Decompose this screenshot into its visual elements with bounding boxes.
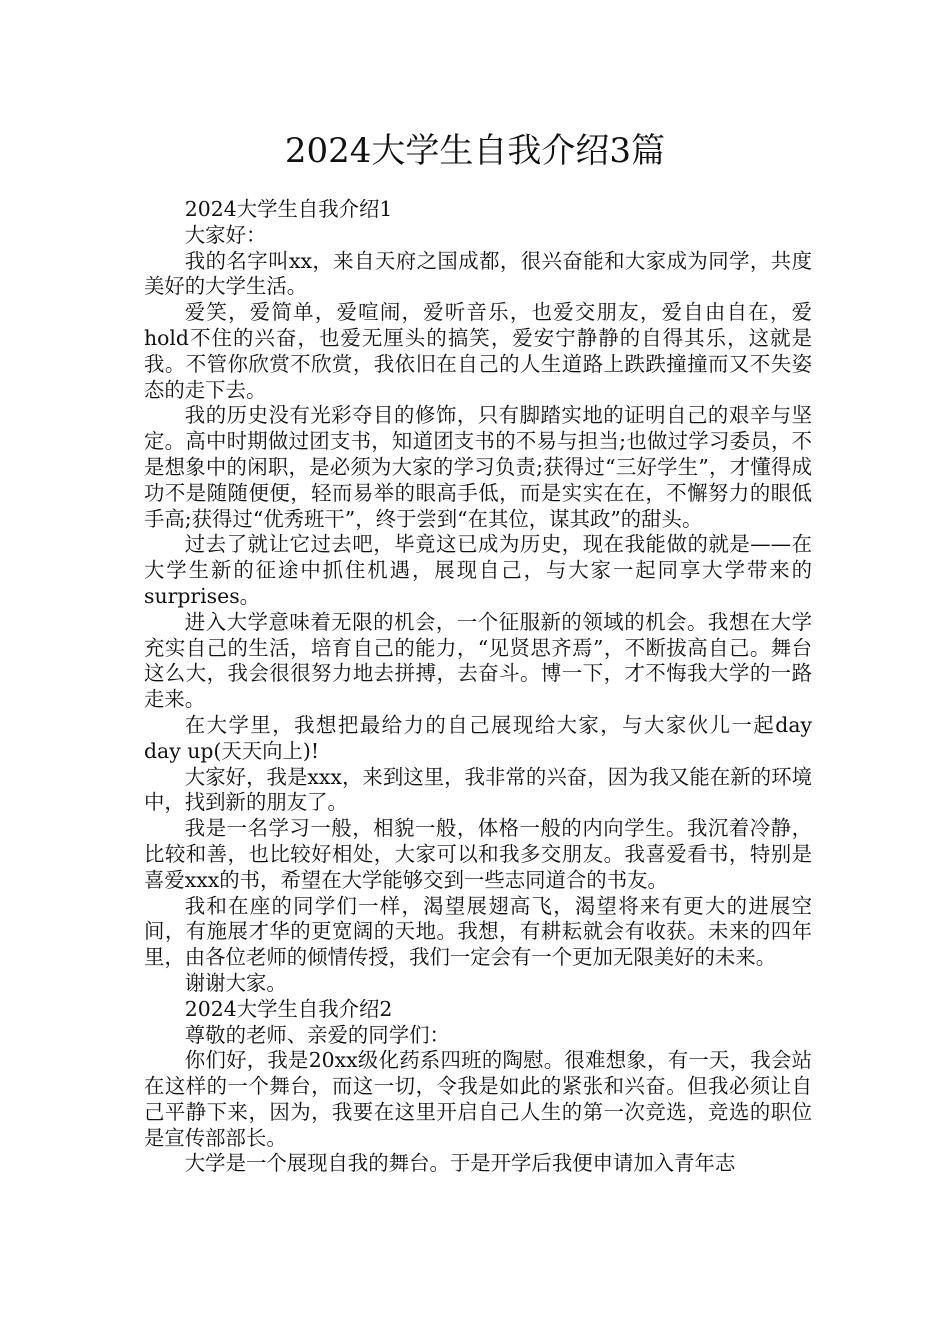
paragraph: 进入大学意味着无限的机会，一个征服新的领域的机会。我想在大学充实自己的生活，培育自己的能力，“见贤思齐焉”，不断拔高自己。舞台这么大，我会很很努力地去拼搏，去奋斗。博一下，才不悔我大学的一路走来。 (144, 609, 812, 712)
paragraph: 过去了就让它过去吧，毕竟这已成为历史，现在我能做的就是——在大学生新的征途中抓住机遇，展现自己，与大家一起同享大学带来的surprises。 (144, 532, 812, 608)
paragraph: 大家好，我是xxx，来到这里，我非常的兴奋，因为我又能在新的环境中，找到新的朋友了。 (144, 764, 812, 815)
greeting: 尊敬的老师、亲爱的同学们： (184, 1022, 450, 1047)
document-title: 2024大学生自我介绍3篇 (284, 131, 666, 171)
section-heading-2: 2024大学生自我介绍2 (184, 996, 393, 1021)
paragraph: 你们好，我是20xx级化药系四班的陶慰。很难想象，有一天，我会站在这样的一个舞台，而这一切，令我是如此的紧张和兴奋。但我必须让自己平静下来，因为，我要在这里开启自己人生的第一次竞选，竞选的职位是宣传部部长。 (144, 1048, 812, 1150)
greeting: 大家好： (184, 222, 267, 247)
paragraph: 我是一名学习一般，相貌一般，体格一般的内向学生。我沉着冷静，比较和善，也比较好相处，大家可以和我多交朋友。我喜爱看书，特别是喜爱xxx的书，希望在大学能够交到一些志同道合的书友。 (144, 816, 812, 892)
paragraph: 大学是一个展现自我的舞台。于是开学后我便申请加入青年志 (184, 1151, 736, 1176)
paragraph: 在大学里，我想把最给力的自己展现给大家，与大家伙儿一起day day up(天天向上)! (144, 712, 812, 763)
document-body (144, 197, 812, 1177)
paragraph: 我的名字叫xx，来自天府之国成都，很兴奋能和大家成为同学，共度美好的大学生活。 (144, 248, 812, 299)
section-heading-1: 2024大学生自我介绍1 (184, 197, 393, 221)
paragraph: 我和在座的同学们一样，渴望展翅高飞，渴望将来有更大的进展空间，有施展才华的更宽阔的天地。我想，有耕耘就会有收获。未来的四年里，由各位老师的倾情传授，我们一定会有一个更加无限美好的未来。 (144, 893, 812, 970)
paragraph: 我的历史没有光彩夺目的修饰，只有脚踏实地的证明自己的艰辛与坚定。高中时期做过团支书，知道团支书的不易与担当;也做过学习委员，不是想象中的闲职，是必须为大家的学习负责;获得过“三好学生”，才懂得成功不是随随便便，轻而易举的眼高手低，而是实实在在，不懈努力的眼低手高;获得过“优秀班干”，终于尝到“在其位，谋其政”的甜头。 (144, 403, 812, 531)
closing: 谢谢大家。 (184, 970, 287, 995)
paragraph: 爱笑，爱简单，爱喧闹，爱听音乐，也爱交朋友，爱自由自在，爱hold不住的兴奋，也爱无厘头的搞笑，爱安宁静静的自得其乐，这就是我。不管你欣赏不欣赏，我依旧在自己的人生道路上跌跌撞撞而又不失姿态的走下去。 (144, 300, 812, 402)
